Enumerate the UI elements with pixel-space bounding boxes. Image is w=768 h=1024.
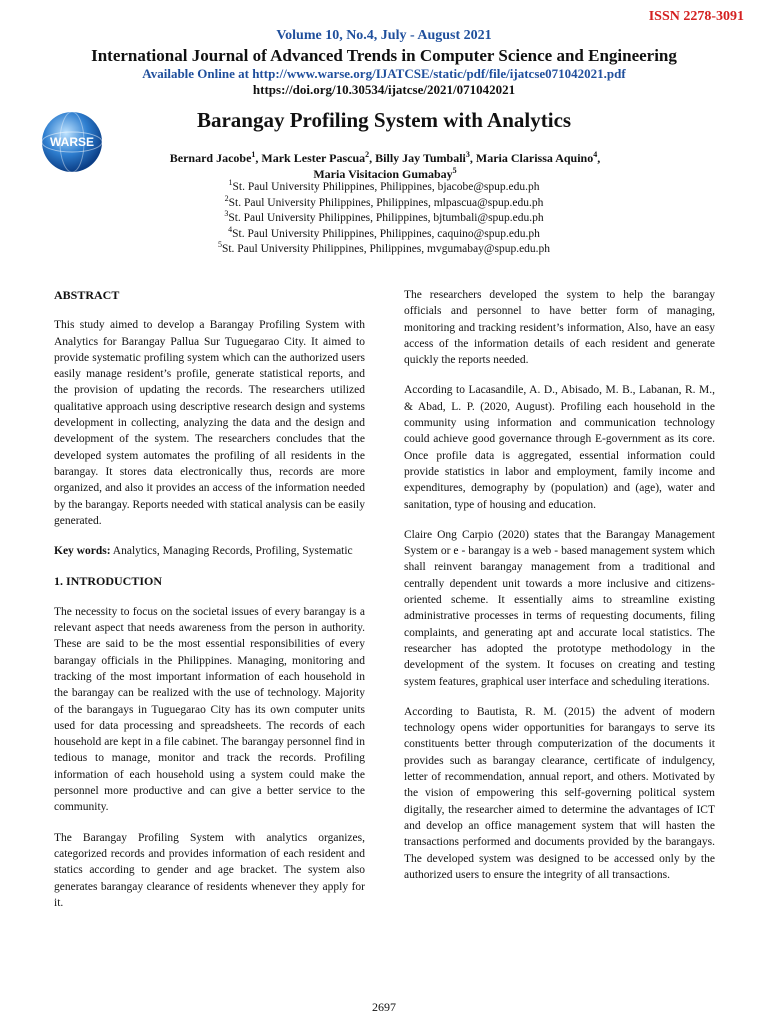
logo-text: WARSE bbox=[49, 135, 95, 149]
right-paragraph-2: According to Lacasandile, A. D., Abisado, M. B., Labanan, R. M., & Abad, L. P. (2020, August). Profiling each household in the community using information and communication technology could achieve good governance through E-government as its core. Once profile data is aggregated, essential information could provide statistics in labor and employment, family income and expenditures, demography by (population) and (age), water and sanitation, type of housing and education. bbox=[404, 384, 715, 511]
author-5: Maria Visitacion Gumabay$^5$ bbox=[313, 166, 457, 181]
author-list bbox=[130, 150, 640, 182]
author-2: Mark Lester Pascua$^2$, bbox=[261, 150, 376, 165]
affiliation-2: $^2$St. Paul University Philippines, Philippines, mlpascua@spup.edu.ph bbox=[224, 193, 544, 209]
introduction-heading: 1. INTRODUCTION bbox=[54, 574, 163, 589]
author-4: Maria Clarissa Aquino$^4$, bbox=[475, 150, 601, 165]
keywords: Key words: Analytics, Managing Records, Profiling, Systematic bbox=[54, 545, 353, 558]
intro-paragraph-2: The Barangay Profiling System with analytics organizes, categorized records and provides information of each resident and statics according to gender and age bracket. The system also generates barangay clearance of residents whenever they apply for it. bbox=[54, 831, 365, 909]
author-1: Bernard Jacobe$^1$, bbox=[169, 150, 262, 165]
affiliation-1: $^1$St. Paul University Philippines, Philippines, bjacobe@spup.edu.ph bbox=[228, 178, 540, 193]
journal-title: International Journal of Advanced Trends in Computer Science and Engineering bbox=[91, 46, 677, 65]
left-column bbox=[54, 287, 365, 925]
affiliation-list bbox=[0, 180, 768, 258]
abstract-text: This study aimed to develop a Barangay Profiling System with Analytics for Barangay Pallua Sur Tuguegarao City. It aimed to provide systematic profiling system which can the authorized users easily manage resident’s profile, generate statistical reports, and the provision of updating the records. The researchers utilized qualitative approach using descriptive research design and systems development in collecting, analyzing the data and the design and development of the system. The researchers concludes that the developed system automates the profiling of all residents in the barangay. It stores data electronically thus, records are more organized, and also it provides an access of the information needed by the barangay. Reports needed with statical analysis can be easily generated. bbox=[54, 319, 365, 527]
author-3: Billy Jay Tumbali$^3$, bbox=[375, 150, 476, 165]
right-paragraph-4: According to Bautista, R. M. (2015) the advent of modern technology opens wider opportunities for barangays to serve its constituents better through computerization of the documents it provides such as barangay clearance, certificate of indulgency, letter of recommendation, annual report, and others. Motivated by the vision of empowering this self-governing political system digitally, the researcher aimed to determine the advantages of ICT and develop an office management system that will hasten the transactions performed and documents provided by the barangays. The developed system was designed to be accessed only by the authorized users to ensure the integrity of all transactions. bbox=[404, 705, 715, 881]
affiliation-5: $^5$St. Paul University Philippines, Philippines, mvgumabay@spup.edu.ph bbox=[217, 240, 551, 255]
available-online-link[interactable]: Available Online at http://www.warse.org/IJATCSE/static/pdf/file/ijatcse071042021.pdf bbox=[142, 66, 626, 81]
doi-link[interactable]: https://doi.org/10.30534/ijatcse/2021/071042021 bbox=[252, 82, 516, 97]
intro-paragraph-1: The necessity to focus on the societal issues of every barangay is a relevant aspect that needs awareness from the person in authority. These are said to be the most essential responsibilities of every barangay officials in the Philippines. Managing, monitoring and tracking of the most important information of each household in the barangay can be realized with the use of technology. Majority of the barangays in Tuguegarao City has its own computer units used for data processing and spreadsheets. The records of each household are kept in a file cabinet. The barangay personnel find in tedious to manage, monitor and track the records. Profiling information of each household using a system could make the personnel more productive and can give a better service to the community. bbox=[54, 605, 365, 814]
page-number: 2697 bbox=[372, 1000, 396, 1014]
abstract-heading: ABSTRACT bbox=[54, 288, 120, 302]
right-column bbox=[404, 287, 715, 897]
affiliation-4: $^4$St. Paul University Philippines, Philippines, caquino@spup.edu.ph bbox=[228, 224, 540, 240]
right-paragraph-1: The researchers developed the system to help the barangay officials and personnel to have better form of managing, monitoring and tracking resident’s information, Also, have an easy access of the information details of each resident and generate quickly the reports needed. bbox=[404, 289, 715, 367]
right-paragraph-3: Claire Ong Carpio (2020) states that the Barangay Management System or e - barangay is a web - based management system which shall reinvent barangay management from a traditional and centrally dependent unit towards a more inclusive and citizens-oriented scheme. It essentially aims to streamline existing administrative processes in terms of requesting documents, filing complaints, and generating apt and accurate local statistics. The researcher has adopted the prototype methodology in the development of the system. It focuses on creating and testing system features, graphical user interface and scheduling iterations. bbox=[404, 528, 715, 688]
affiliation-3: $^3$St. Paul University Philippines, Philippines, bjtumbali@spup.edu.ph bbox=[224, 209, 544, 224]
issn-label: ISSN 2278-3091 bbox=[648, 9, 744, 24]
paper-title: Barangay Profiling System with Analytics bbox=[196, 108, 572, 132]
volume-info: Volume 10, No.4, July - August 2021 bbox=[276, 28, 492, 43]
